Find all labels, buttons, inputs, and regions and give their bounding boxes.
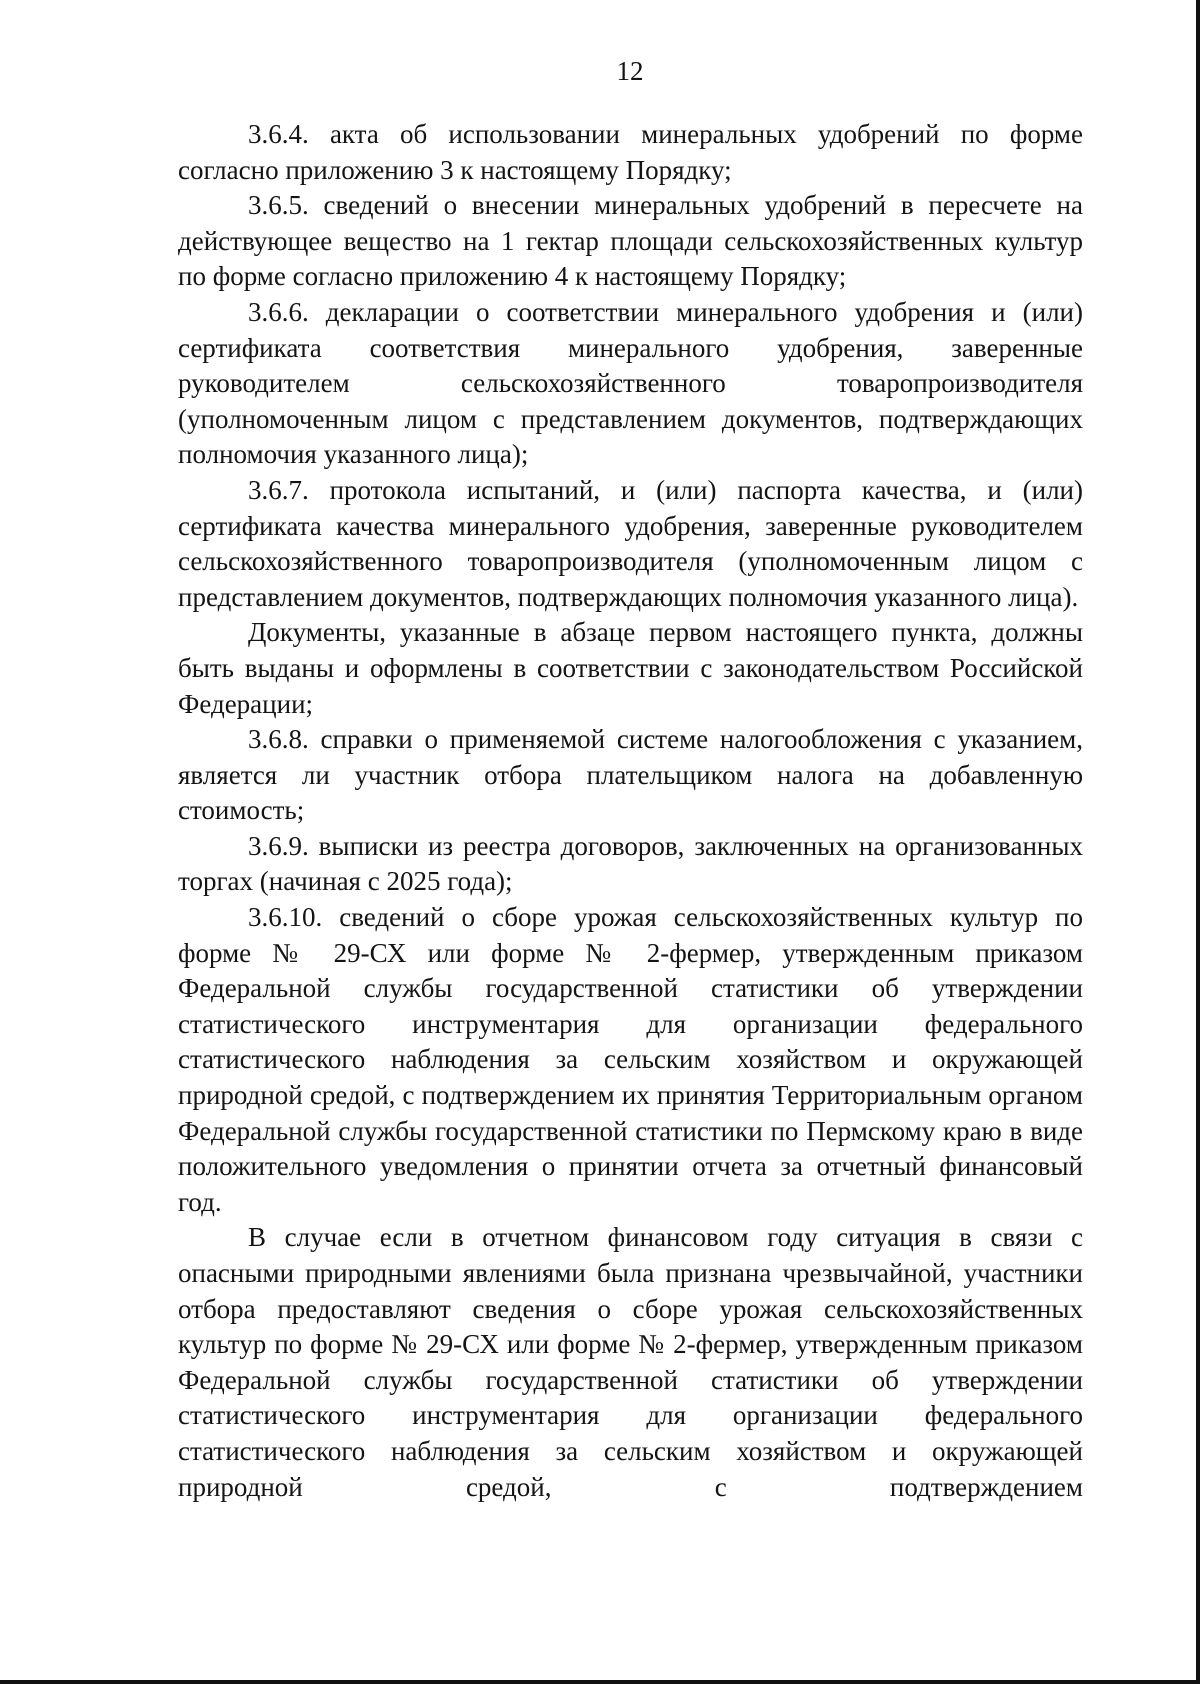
paragraph-emergency-case: В случае если в отчетном финансовом году ситуация в связи с опасными природными явлениями была признана чрезвычайной, участники отбора предоставляют сведения о сборе урожая сельскохозяйственных культур по форме № 29-СХ или форме № 2-фермер, утвержденным приказом Федеральной службы государственной статистики об утверждении статистического инструментария для организации федерального статистического наблюдения за сельским хозяйством и окружающей природной средой, с подтверждением — [178, 1222, 1083, 1502]
paragraph-3-6-10: 3.6.10. сведений о сборе урожая сельскохозяйственных культур по форме № 29-СХ или форме № 2-фермер, утвержденным приказом Федеральной службы государственной статистики об утверждении статистического инструментария для организации федерального статистического наблюдения за сельским хозяйством и окружающей природной средой, с подтверждением их принятия Территориальным органом Федеральной службы государственной статистики по Пермскому краю в виде положительного уведомления о принятии отчета за отчетный финансовый год. — [178, 902, 1083, 1217]
paragraph-3-6-7: 3.6.7. протокола испытаний, и (или) паспорта качества, и (или) сертификата качества минерального удобрения, заверенные руководителем сельскохозяйственного товаропроизводителя (уполномоченным лицом с представлением документов, подтверждающих полномочия указанного лица). — [178, 474, 1083, 612]
document-body — [178, 117, 1083, 1505]
paragraph-documents-note: Документы, указанные в абзаце первом настоящего пункта, должны быть выданы и оформлены в соответствии с законодательством Российской Федерации; — [178, 617, 1083, 719]
page-number: 12 — [616, 56, 644, 86]
scan-edge-bottom — [0, 1680, 1200, 1684]
paragraph-3-6-4: 3.6.4. акта об использовании минеральных удобрений по форме согласно приложению 3 к настоящему Порядку; — [178, 119, 1083, 185]
scan-edge-right — [1196, 0, 1200, 1684]
paragraph-3-6-5: 3.6.5. сведений о внесении минеральных удобрений в пересчете на действующее вещество на 1 гектар площади сельскохозяйственных культур по форме согласно приложению 4 к настоящему Порядку; — [178, 190, 1083, 292]
paragraph-3-6-8: 3.6.8. справки о применяемой системе налогообложения с указанием, является ли участник отбора плательщиком налога на добавленную стоимость; — [178, 724, 1083, 826]
paragraph-3-6-9: 3.6.9. выписки из реестра договоров, заключенных на организованных торгах (начиная с 2025 года); — [178, 830, 1083, 897]
paragraph-3-6-6: 3.6.6. декларации о соответствии минерального удобрения и (или) сертификата соответствия минерального удобрения, заверенные руководителем сельскохозяйственного товаропроизводителя (уполномоченным лицом с представлением документов, подтверждающих полномочия указанного лица); — [178, 296, 1083, 470]
